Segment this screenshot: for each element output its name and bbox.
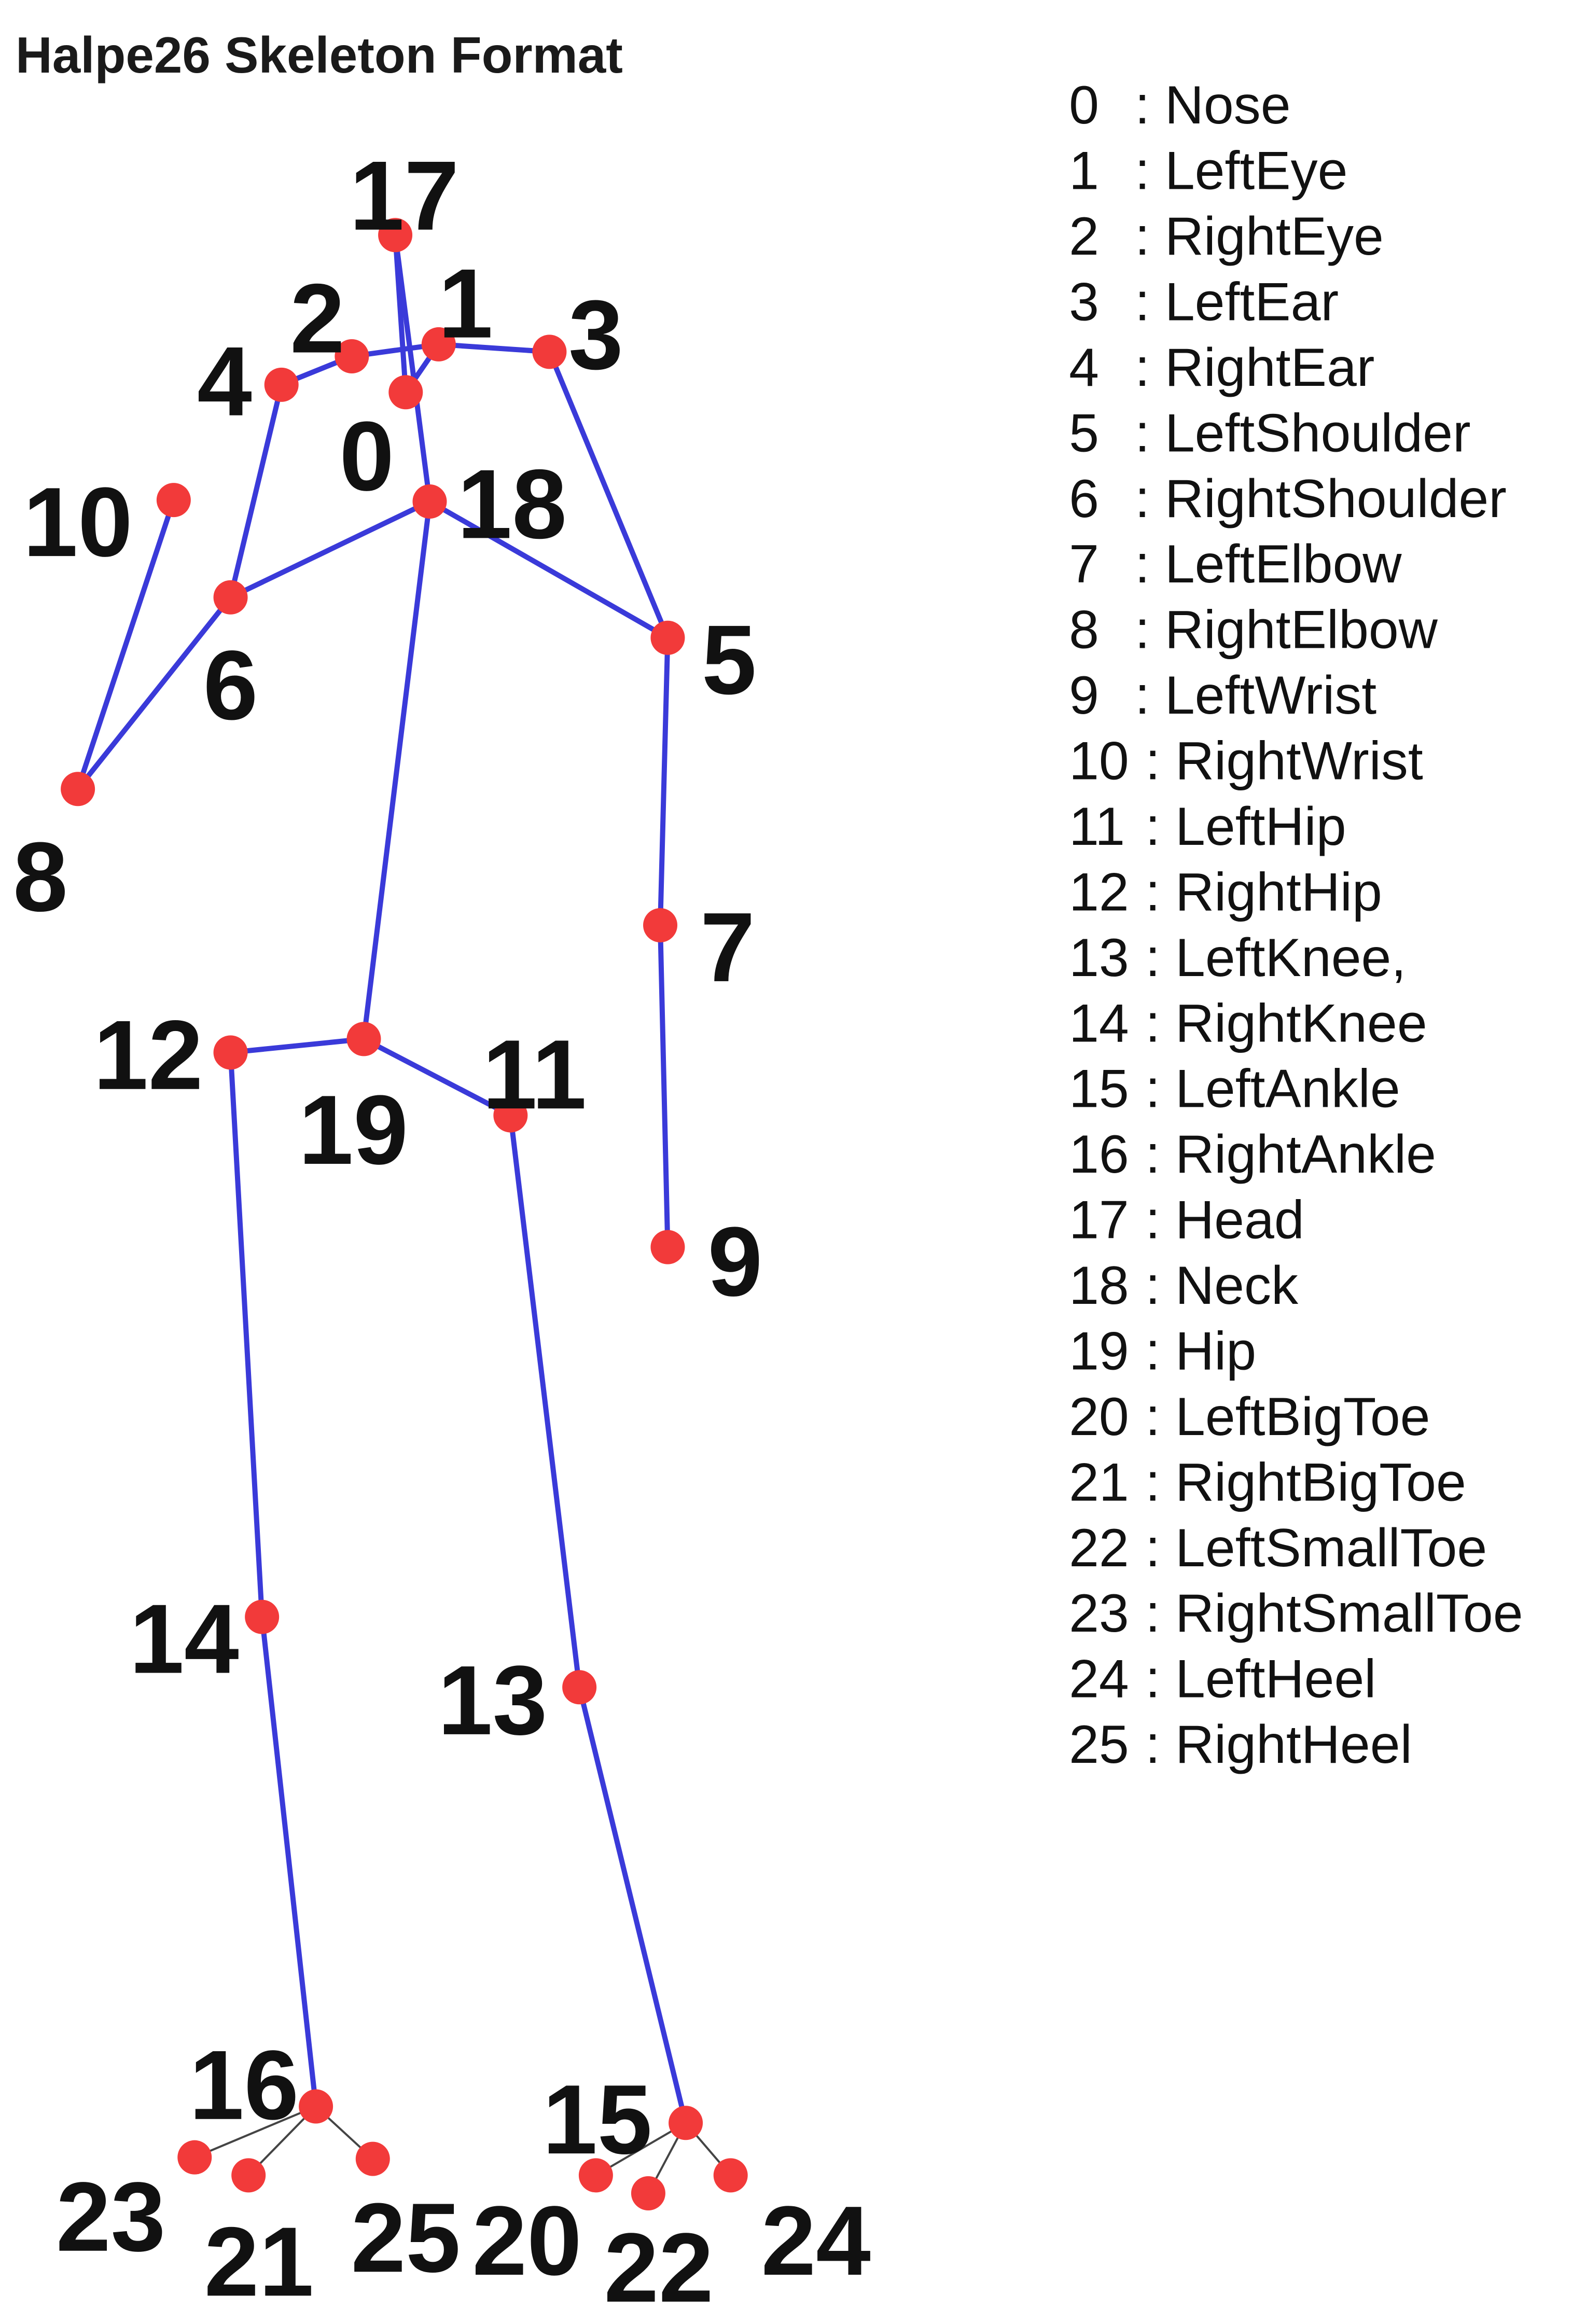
legend-colon: : <box>1135 534 1150 595</box>
legend-row <box>1069 1321 1256 1381</box>
bone-7-9 <box>660 925 667 1247</box>
joint-leftsmalltoe <box>631 2176 665 2210</box>
keypoint-label-5: 5 <box>701 605 757 715</box>
legend-row <box>1069 206 1384 267</box>
legend-row <box>1069 1124 1436 1185</box>
legend-name: Hip <box>1175 1321 1257 1382</box>
legend-index: 16 <box>1069 1124 1129 1185</box>
bone-5-7 <box>660 638 667 925</box>
legend-colon: : <box>1145 1190 1161 1250</box>
legend-row <box>1069 1452 1466 1512</box>
legend-row <box>1069 600 1438 660</box>
keypoint-label-14: 14 <box>129 1584 239 1694</box>
legend-name: LeftAnkle <box>1175 1059 1400 1119</box>
legend-colon: : <box>1135 665 1150 726</box>
keypoint-label-12: 12 <box>93 1000 203 1110</box>
legend-index: 20 <box>1069 1386 1129 1447</box>
legend-colon: : <box>1145 1059 1161 1119</box>
joint-leftwrist <box>650 1230 685 1264</box>
legend-colon: : <box>1135 468 1150 529</box>
legend-colon: : <box>1135 206 1150 267</box>
joint-rightbigtoe <box>231 2158 266 2192</box>
joint-rightheel <box>356 2142 390 2176</box>
keypoint-label-4: 4 <box>197 326 252 437</box>
bone-11-13 <box>510 1116 579 1688</box>
legend-index: 0 <box>1069 75 1099 136</box>
legend-name: LeftHeel <box>1175 1649 1376 1709</box>
legend-index: 19 <box>1069 1321 1129 1382</box>
legend-index: 24 <box>1069 1649 1129 1709</box>
keypoint-label-17: 17 <box>349 141 460 251</box>
legend-name: RightKnee <box>1175 993 1427 1054</box>
legend-colon: : <box>1145 1452 1161 1513</box>
keypoint-legend <box>1069 75 1523 1775</box>
legend-name: Head <box>1175 1190 1304 1250</box>
legend-index: 17 <box>1069 1190 1129 1250</box>
legend-index: 4 <box>1069 337 1099 398</box>
legend-colon: : <box>1145 1256 1161 1316</box>
legend-row <box>1069 1583 1523 1644</box>
keypoint-label-layer <box>13 141 871 2323</box>
legend-colon: : <box>1145 1583 1161 1644</box>
legend-name: Neck <box>1175 1256 1298 1316</box>
legend-colon: : <box>1135 403 1150 464</box>
legend-colon: : <box>1135 75 1150 136</box>
legend-row <box>1069 1387 1430 1447</box>
legend-name: RightAnkle <box>1175 1124 1436 1185</box>
joint-righthip <box>214 1035 248 1069</box>
keypoint-label-22: 22 <box>604 2212 714 2323</box>
keypoint-label-1: 1 <box>438 248 493 359</box>
keypoint-label-21: 21 <box>204 2207 314 2317</box>
legend-index: 9 <box>1069 665 1099 726</box>
legend-row <box>1069 1059 1400 1119</box>
legend-name: LeftElbow <box>1164 534 1402 595</box>
legend-name: LeftSmallToe <box>1175 1518 1487 1578</box>
legend-index: 15 <box>1069 1059 1129 1119</box>
joint-leftshoulder <box>650 621 685 655</box>
legend-index: 18 <box>1069 1256 1129 1316</box>
keypoint-label-6: 6 <box>203 630 258 741</box>
legend-row <box>1069 665 1376 726</box>
bone-18-19 <box>364 502 429 1039</box>
keypoint-label-11: 11 <box>482 1020 587 1130</box>
legend-row <box>1069 141 1347 201</box>
keypoint-label-7: 7 <box>700 892 755 1003</box>
legend-name: LeftWrist <box>1164 665 1377 726</box>
keypoint-label-0: 0 <box>339 401 395 512</box>
bone-13-15 <box>579 1687 686 2123</box>
legend-colon: : <box>1145 731 1161 791</box>
legend-colon: : <box>1145 1321 1161 1382</box>
legend-index: 21 <box>1069 1452 1129 1513</box>
legend-colon: : <box>1145 862 1161 923</box>
legend-name: LeftBigToe <box>1175 1386 1430 1447</box>
legend-name: RightBigToe <box>1175 1452 1466 1513</box>
legend-name: LeftShoulder <box>1164 403 1471 464</box>
legend-name: Nose <box>1164 75 1291 136</box>
legend-colon: : <box>1135 337 1150 398</box>
legend-index: 6 <box>1069 468 1099 529</box>
legend-row <box>1069 534 1402 594</box>
joint-leftear <box>532 335 566 369</box>
legend-colon: : <box>1145 796 1161 857</box>
joint-neck <box>412 484 447 519</box>
bone-3-5 <box>549 352 667 637</box>
legend-row <box>1069 1715 1412 1775</box>
legend-name: RightWrist <box>1175 731 1423 791</box>
keypoint-label-2: 2 <box>290 263 345 374</box>
legend-colon: : <box>1145 993 1161 1054</box>
legend-name: LeftHip <box>1175 796 1346 857</box>
keypoint-label-23: 23 <box>55 2162 166 2272</box>
bone-18-6 <box>231 502 430 597</box>
legend-row <box>1069 862 1382 922</box>
joint-leftknee <box>562 1670 596 1704</box>
legend-index: 14 <box>1069 993 1129 1054</box>
bone-12-14 <box>231 1052 262 1617</box>
legend-name: RightHeel <box>1175 1715 1412 1775</box>
keypoint-label-19: 19 <box>298 1075 408 1186</box>
legend-colon: : <box>1145 1124 1161 1185</box>
legend-index: 1 <box>1069 141 1099 201</box>
joint-rightwrist <box>157 483 191 517</box>
joint-rightelbow <box>61 772 95 806</box>
joint-hip <box>346 1022 381 1056</box>
legend-row <box>1069 797 1346 857</box>
legend-colon: : <box>1135 272 1150 332</box>
keypoint-label-18: 18 <box>457 449 567 560</box>
legend-colon: : <box>1135 600 1150 660</box>
legend-colon: : <box>1135 141 1150 201</box>
legend-index: 11 <box>1069 796 1125 857</box>
legend-name: RightElbow <box>1164 600 1438 660</box>
legend-name: RightSmallToe <box>1175 1583 1523 1644</box>
legend-name: RightShoulder <box>1164 468 1507 529</box>
legend-row <box>1069 1256 1299 1316</box>
legend-row <box>1069 993 1427 1053</box>
keypoint-label-25: 25 <box>351 2183 461 2293</box>
legend-row <box>1069 338 1374 398</box>
legend-colon: : <box>1145 1518 1161 1578</box>
joint-rightankle <box>299 2090 333 2124</box>
legend-index: 10 <box>1069 731 1129 791</box>
legend-index: 5 <box>1069 403 1099 464</box>
legend-colon: : <box>1145 1386 1161 1447</box>
legend-row <box>1069 469 1507 529</box>
legend-index: 3 <box>1069 272 1099 332</box>
legend-colon: : <box>1145 927 1161 988</box>
legend-colon: : <box>1145 1649 1161 1709</box>
bone-19-12 <box>231 1039 364 1052</box>
keypoint-label-3: 3 <box>568 280 623 391</box>
legend-row <box>1069 272 1339 332</box>
legend-name: RightEar <box>1164 337 1375 398</box>
legend-row <box>1069 403 1471 463</box>
legend-row <box>1069 1649 1376 1709</box>
legend-row <box>1069 731 1423 791</box>
legend-name: RightHip <box>1175 862 1382 923</box>
bone-layer <box>78 235 731 2193</box>
keypoint-label-15: 15 <box>542 2065 652 2175</box>
joint-leftheel <box>714 2158 748 2192</box>
keypoint-label-8: 8 <box>13 822 68 933</box>
keypoint-label-9: 9 <box>707 1207 763 1317</box>
legend-index: 2 <box>1069 206 1099 267</box>
joint-layer <box>61 218 748 2210</box>
keypoint-label-24: 24 <box>761 2186 871 2296</box>
keypoint-label-20: 20 <box>472 2186 582 2296</box>
legend-row <box>1069 1190 1304 1250</box>
legend-index: 25 <box>1069 1715 1129 1775</box>
joint-rightshoulder <box>214 580 248 615</box>
keypoint-label-16: 16 <box>189 2030 299 2140</box>
legend-name: LeftKnee, <box>1175 927 1407 988</box>
legend-row <box>1069 928 1406 988</box>
joint-rightknee <box>245 1600 279 1634</box>
legend-index: 22 <box>1069 1518 1129 1578</box>
legend-index: 12 <box>1069 862 1129 923</box>
legend-index: 13 <box>1069 927 1129 988</box>
legend-row <box>1069 75 1291 135</box>
legend-index: 23 <box>1069 1583 1129 1644</box>
joint-rightsmalltoe <box>177 2140 212 2175</box>
keypoint-label-13: 13 <box>438 1645 548 1756</box>
joint-leftankle <box>669 2106 703 2140</box>
diagram-title: Halpe26 Skeleton Format <box>16 26 623 84</box>
legend-name: RightEye <box>1164 206 1384 267</box>
joint-leftelbow <box>643 908 677 942</box>
keypoint-label-10: 10 <box>23 467 133 578</box>
legend-name: LeftEar <box>1164 272 1339 332</box>
legend-name: LeftEye <box>1164 141 1348 201</box>
legend-row <box>1069 1518 1487 1578</box>
legend-colon: : <box>1145 1715 1161 1775</box>
legend-index: 7 <box>1069 534 1099 595</box>
legend-index: 8 <box>1069 600 1099 660</box>
